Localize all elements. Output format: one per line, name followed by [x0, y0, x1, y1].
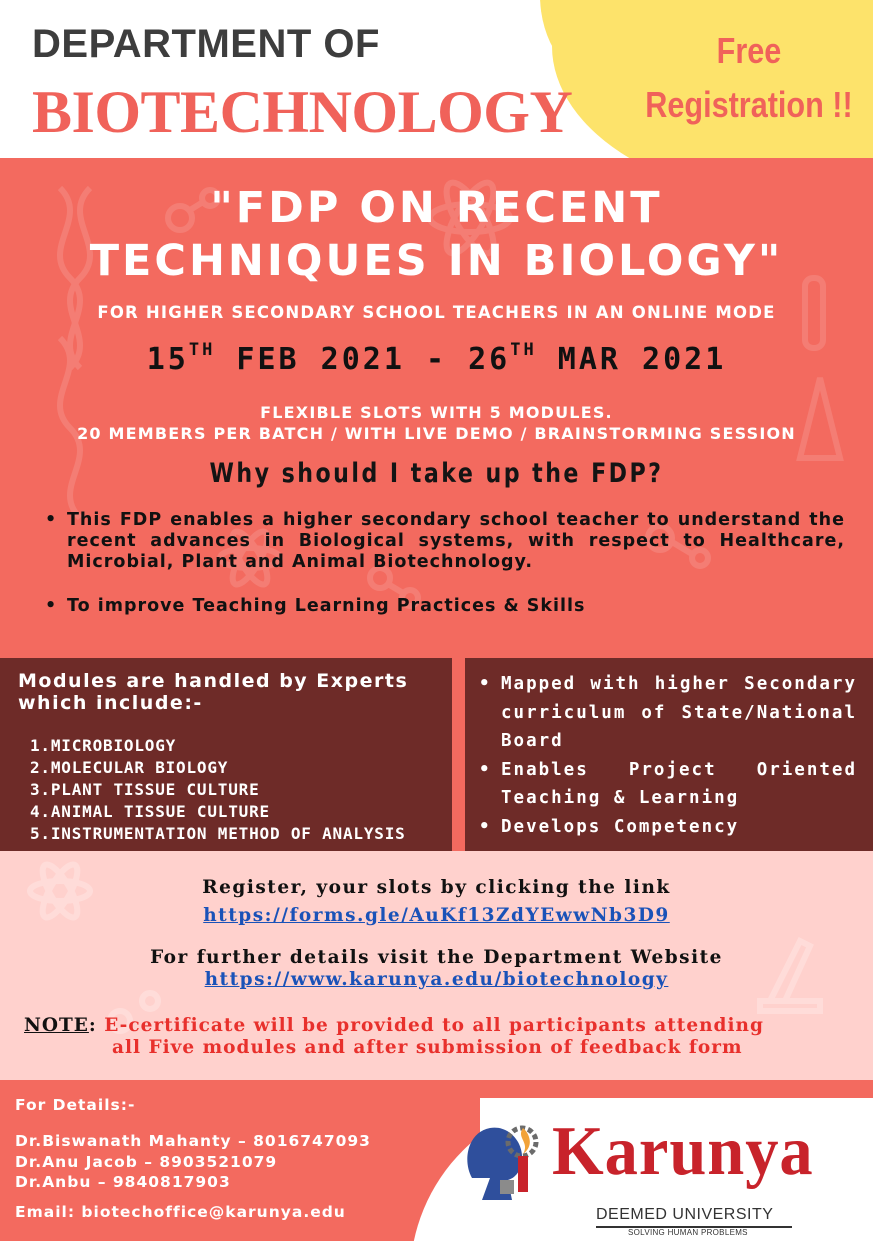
batch-info-line: 20 MEMBERS PER BATCH / WITH LIVE DEMO / BRAINSTORMING SESSION: [77, 424, 796, 443]
list-item: 3.PLANT TISSUE CULTURE: [30, 780, 260, 799]
logo-tagline: SOLVING HUMAN PROBLEMS: [628, 1228, 748, 1237]
registration-form-link[interactable]: https://forms.gle/AuKf13ZdYEwwNb3D9: [203, 905, 670, 926]
title-line-1: "FDP ON RECENT: [210, 183, 663, 233]
title-line-2: TECHNIQUES IN BIOLOGY": [89, 236, 784, 286]
features-list: [477, 670, 857, 841]
note-label: NOTE: [24, 1015, 89, 1036]
website-instruction: For further details visit the Department Website: [150, 947, 723, 968]
modules-panel: [0, 658, 452, 851]
start-day: 15: [146, 342, 189, 377]
contact-line: Dr.Anbu – 9840817903: [15, 1173, 231, 1191]
why-heading: Why should I take up the FDP?: [209, 458, 664, 489]
list-item: 4.ANIMAL TISSUE CULTURE: [30, 802, 270, 821]
note-text-line-2: all Five modules and after submission of feedback form: [112, 1037, 743, 1058]
panel-divider: [452, 658, 465, 851]
features-panel: [465, 658, 873, 851]
department-label: DEPARTMENT OF: [32, 22, 380, 66]
modules-list: [30, 735, 406, 845]
list-item: • Develops Competency: [477, 813, 857, 842]
karunya-logo-text: Karunya: [552, 1113, 814, 1190]
list-item: 5.INSTRUMENTATION METHOD OF ANALYSIS: [30, 824, 406, 843]
modules-heading-line-1: Modules are handled by Experts: [18, 670, 409, 692]
fdp-title: [0, 182, 873, 288]
contact-line: Dr.Anu Jacob – 8903521079: [15, 1153, 278, 1171]
list-item: 1.MICROBIOLOGY: [30, 736, 177, 755]
registration-section: [0, 851, 873, 1080]
program-format: [0, 402, 873, 444]
certificate-note: [24, 1015, 854, 1059]
karunya-emblem-icon: [460, 1120, 550, 1210]
end-month-year: MAR 2021: [536, 342, 727, 377]
register-instruction: Register, your slots by clicking the link: [202, 877, 671, 898]
free-text: Free: [716, 30, 782, 71]
start-month-year: FEB 2021 -: [215, 342, 469, 377]
modules-heading: [18, 670, 408, 714]
flexible-slots-line: FLEXIBLE SLOTS WITH 5 MODULES.: [260, 403, 613, 422]
end-day: 26: [468, 342, 511, 377]
registration-text: Registration !!: [645, 84, 853, 125]
list-item: 2.MOLECULAR BIOLOGY: [30, 758, 229, 777]
department-name: BIOTECHNOLOGY: [32, 79, 573, 145]
audience-subtitle: FOR HIGHER SECONDARY SCHOOL TEACHERS IN AN ONLINE MODE: [97, 303, 776, 322]
note-text-line-1: E-certificate will be provided to all participants attending: [96, 1015, 764, 1036]
list-item: • Mapped with higher Secondary curriculum of State/National Board: [477, 670, 857, 756]
free-registration-badge: [643, 24, 856, 132]
deemed-university-label: DEEMED UNIVERSITY: [596, 1206, 774, 1223]
start-day-suffix: TH: [188, 340, 216, 360]
note-colon: :: [88, 1015, 97, 1036]
list-item: • Enables Project Oriented Teaching & Learning: [477, 756, 857, 813]
list-item: • This FDP enables a higher secondary school teacher to understand the recent advances in Biological systems, with respect to Healthcare, Microbial, Plant and Animal Biotechnology.: [45, 510, 845, 573]
contact-line: Dr.Biswanath Mahanty – 8016747093: [15, 1132, 371, 1150]
benefits-list: [45, 510, 845, 640]
header: [0, 0, 873, 158]
program-dates: [0, 340, 873, 377]
list-item: • To improve Teaching Learning Practices & Skills: [45, 596, 845, 617]
department-website-link[interactable]: https://www.karunya.edu/biotechnology: [204, 969, 669, 990]
footer: [0, 1080, 873, 1241]
modules-heading-line-2: which include:-: [18, 692, 203, 714]
contact-email: Email: biotechoffice@karunya.edu: [15, 1203, 346, 1221]
main-section: [0, 158, 873, 658]
contact-heading: For Details:-: [15, 1096, 136, 1114]
end-day-suffix: TH: [510, 340, 537, 360]
